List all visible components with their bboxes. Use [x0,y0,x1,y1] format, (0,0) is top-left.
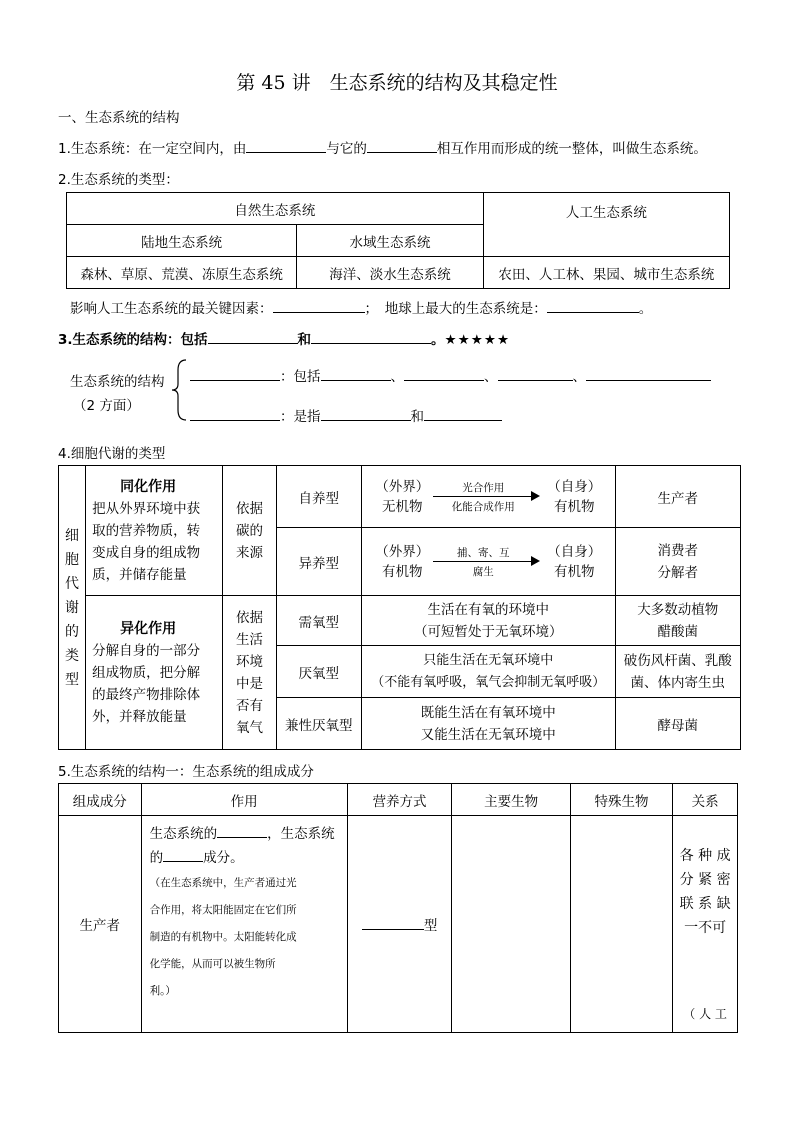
natural-header: 自然生态系统 [67,193,484,225]
blank-field[interactable] [367,138,437,153]
importance-stars: ★★★★★ [444,332,511,348]
blank-field[interactable] [362,915,424,930]
components-heading: 5.生态系统的结构一：生态系统的组成成分 [58,764,314,780]
blank-field[interactable] [498,366,573,381]
structure-row-2: ：是指 和 [190,405,502,425]
blank-field[interactable] [208,329,298,344]
blank-field[interactable] [217,823,267,838]
col-header: 组成成分 [59,784,142,816]
structure-row-1: ：包括 、 、 、 [190,365,711,385]
blank-field[interactable] [246,138,326,153]
blank-field[interactable] [273,298,365,313]
brace-icon [170,358,190,422]
page-title: 第 45 讲 生态系统的结构及其稳定性 [236,72,558,94]
blank-field[interactable] [586,366,711,381]
assimilation-cell: 同化作用 把从外界环境中获 取的营养物质，转 变成自身的组成物 质，并储存能量 [86,466,223,596]
anaerobic-examples: 破伤风杆菌、乳酸 菌、体内寄生虫 [615,646,740,698]
col-header: 作用 [141,784,347,816]
col-header: 关系 [673,784,738,816]
producer-label: 生产者 [615,466,740,528]
structure-line: 3.生态系统的结构：包括 和 。★★★★★ [58,328,510,348]
special-organisms[interactable] [570,816,672,1033]
blank-field[interactable] [190,406,280,421]
blank-field[interactable] [311,329,431,344]
facultative-desc: 既能生活在有氧环境中 又能生活在无氧环境中 [361,698,615,750]
carbon-basis: 依据 碳的 来源 [223,466,276,596]
producer-cell: 生产者 [59,816,142,1033]
autotroph-label: 自养型 [276,466,361,528]
section-heading: 一、生态系统的结构 [58,110,180,126]
relation-cell: 各 种 成 分 紧 密 联 系 缺 一不可 （ 人 工 [673,816,738,1033]
structure-label: 生态系统的结构 [70,374,165,390]
aerobic-desc: 生活在有氧的环境中 （可短暂处于无氧环境） [361,596,615,646]
facultative-label: 兼性厌氧型 [276,698,361,750]
dissimilation-cell: 异化作用 分解自身的一部分 组成物质，把分解 的最终产物排除体 外，并释放能量 [86,596,223,750]
heterotroph-process: （外界） 有机物 捕、寄、互 腐生 （自身） 有机物 [361,528,615,596]
aerobic-examples: 大多数动植物 醋酸菌 [615,596,740,646]
water-examples: 海洋、淡水生态系统 [297,257,483,289]
blank-field[interactable] [424,406,502,421]
blank-field[interactable] [547,298,639,313]
artificial-header: 人工生态系统 [483,193,729,257]
water-header: 水域生态系统 [297,225,483,257]
anaerobic-desc: 只能生活在无氧环境中 （不能有氧呼吸，氧气会抑制无氧呼吸） [361,646,615,698]
main-organisms[interactable] [452,816,570,1033]
nutrition-mode: 型 [347,816,452,1033]
components-table [58,783,738,1033]
col-header: 营养方式 [347,784,452,816]
artificial-examples: 农田、人工林、果园、城市生态系统 [483,257,729,289]
side-label: 细 胞 代 谢 的 类 型 [59,466,86,750]
metabolism-heading: 4.细胞代谢的类型 [58,446,166,462]
aerobic-label: 需氧型 [276,596,361,646]
metabolism-table [58,465,741,750]
col-header: 特殊生物 [570,784,672,816]
col-header: 主要生物 [452,784,570,816]
consumer-decomposer: 消费者 分解者 [615,528,740,596]
blank-field[interactable] [163,847,203,862]
land-examples: 森林、草原、荒漠、冻原生态系统 [67,257,297,289]
blank-field[interactable] [190,366,280,381]
anaerobic-label: 厌氧型 [276,646,361,698]
heterotroph-label: 异养型 [276,528,361,596]
structure-sublabel: （2 方面） [73,398,140,414]
factor-line: 影响人工生态系统的最关键因素： ； 地球上最大的生态系统是： 。 [70,297,652,317]
definition-line: 1.生态系统：在一定空间内，由 与它的 相互作用而形成的统一整体，叫做生态系统。 [58,137,707,157]
ecosystem-types-table [66,192,730,289]
facultative-examples: 酵母菌 [615,698,740,750]
blank-field[interactable] [321,366,391,381]
oxygen-basis: 依据 生活 环境 中是 否有 氧气 [223,596,276,750]
types-heading: 2.生态系统的类型： [58,172,179,188]
blank-field[interactable] [404,366,484,381]
autotroph-process: （外界） 无机物 光合作用 化能合成作用 （自身） 有机物 [361,466,615,528]
land-header: 陆地生态系统 [67,225,297,257]
blank-field[interactable] [321,406,411,421]
producer-role: 生态系统的 ，生态系统 的 成分。 （在生态系统中，生产者通过光 合作用，将太阳能固定在它们所 制造的有机物中。太阳能转化成 化学能，从而可以被生物所 利。） [141,816,347,1033]
